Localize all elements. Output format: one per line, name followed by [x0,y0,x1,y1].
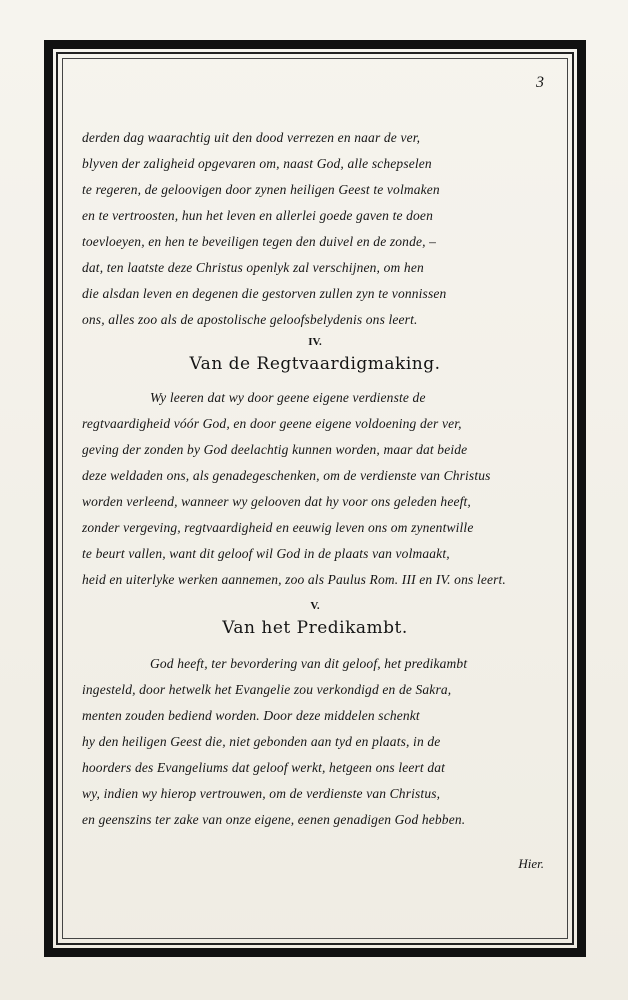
page-number: 3 [536,74,544,91]
text-line: blyven der zaligheid opgevaren om, naast God, alle schepselen [82,156,432,171]
text-line: dat, ten laatste deze Christus openlyk zal verschijnen, om hen [82,260,424,275]
text-line: die alsdan leven en degenen die gestorven zullen zyn te vonnissen [82,286,447,301]
text-line: te regeren, de geloovigen door zynen heiligen Geest te volmaken [82,182,440,197]
text-line: God heeft, ter bevordering van dit geloof, het predikambt [150,656,468,671]
section-numeral: IV. [308,336,322,348]
text-line: regtvaardigheid vóór God, en door geene eigene voldoening der ver, [82,416,462,431]
text-line: te beurt vallen, want dit geloof wil God in de plaats van volmaakt, [82,546,450,561]
section-heading: Van de Regtvaardigmaking. [189,354,441,374]
section-numeral: V. [310,600,320,612]
text-line: hoorders des Evangeliums dat geloof werkt, hetgeen ons leert dat [82,760,446,775]
text-line: Wy leeren dat wy door geene eigene verdienste de [150,390,426,405]
text-line: en geenszins ter zake van onze eigene, eenen genadigen God hebben. [82,812,466,827]
text-line: geving der zonden by God deelachtig kunnen worden, maar dat beide [82,442,468,457]
section-heading: Van het Predikambt. [222,618,408,638]
text-line: toevloeyen, en hen te beveiligen tegen den duivel en de zonde, – [82,234,437,249]
text-line: ons, alles zoo als de apostolische geloofsbelydenis ons leert. [82,312,418,327]
text-line: zonder vergeving, regtvaardigheid en eeuwig leven ons om zynentwille [82,520,474,535]
text-line: wy, indien wy hierop vertrouwen, om de verdienste van Christus, [82,786,441,801]
text-line: heid en uiterlyke werken aannemen, zoo als Paulus Rom. III en IV. ons leert. [82,572,506,587]
text-line: menten zouden bediend worden. Door deze middelen schenkt [82,708,420,723]
text-line: worden verleend, wanneer wy gelooven dat hy voor ons geleden heeft, [82,494,471,509]
text-block [78,70,552,930]
catchword: Hier. [518,856,544,871]
text-line: derden dag waarachtig uit den dood verrezen en naar de ver, [82,130,421,145]
text-line: deze weldaden ons, als genadegeschenken, om de verdienste van Christus [82,468,491,483]
text-line: ingesteld, door hetwelk het Evangelie zou verkondigd en de Sakra, [82,682,452,697]
text-line: hy den heiligen Geest die, niet gebonden aan tyd en plaats, in de [82,734,441,749]
text-line: en te vertroosten, hun het leven en allerlei goede gaven te doen [82,208,433,223]
